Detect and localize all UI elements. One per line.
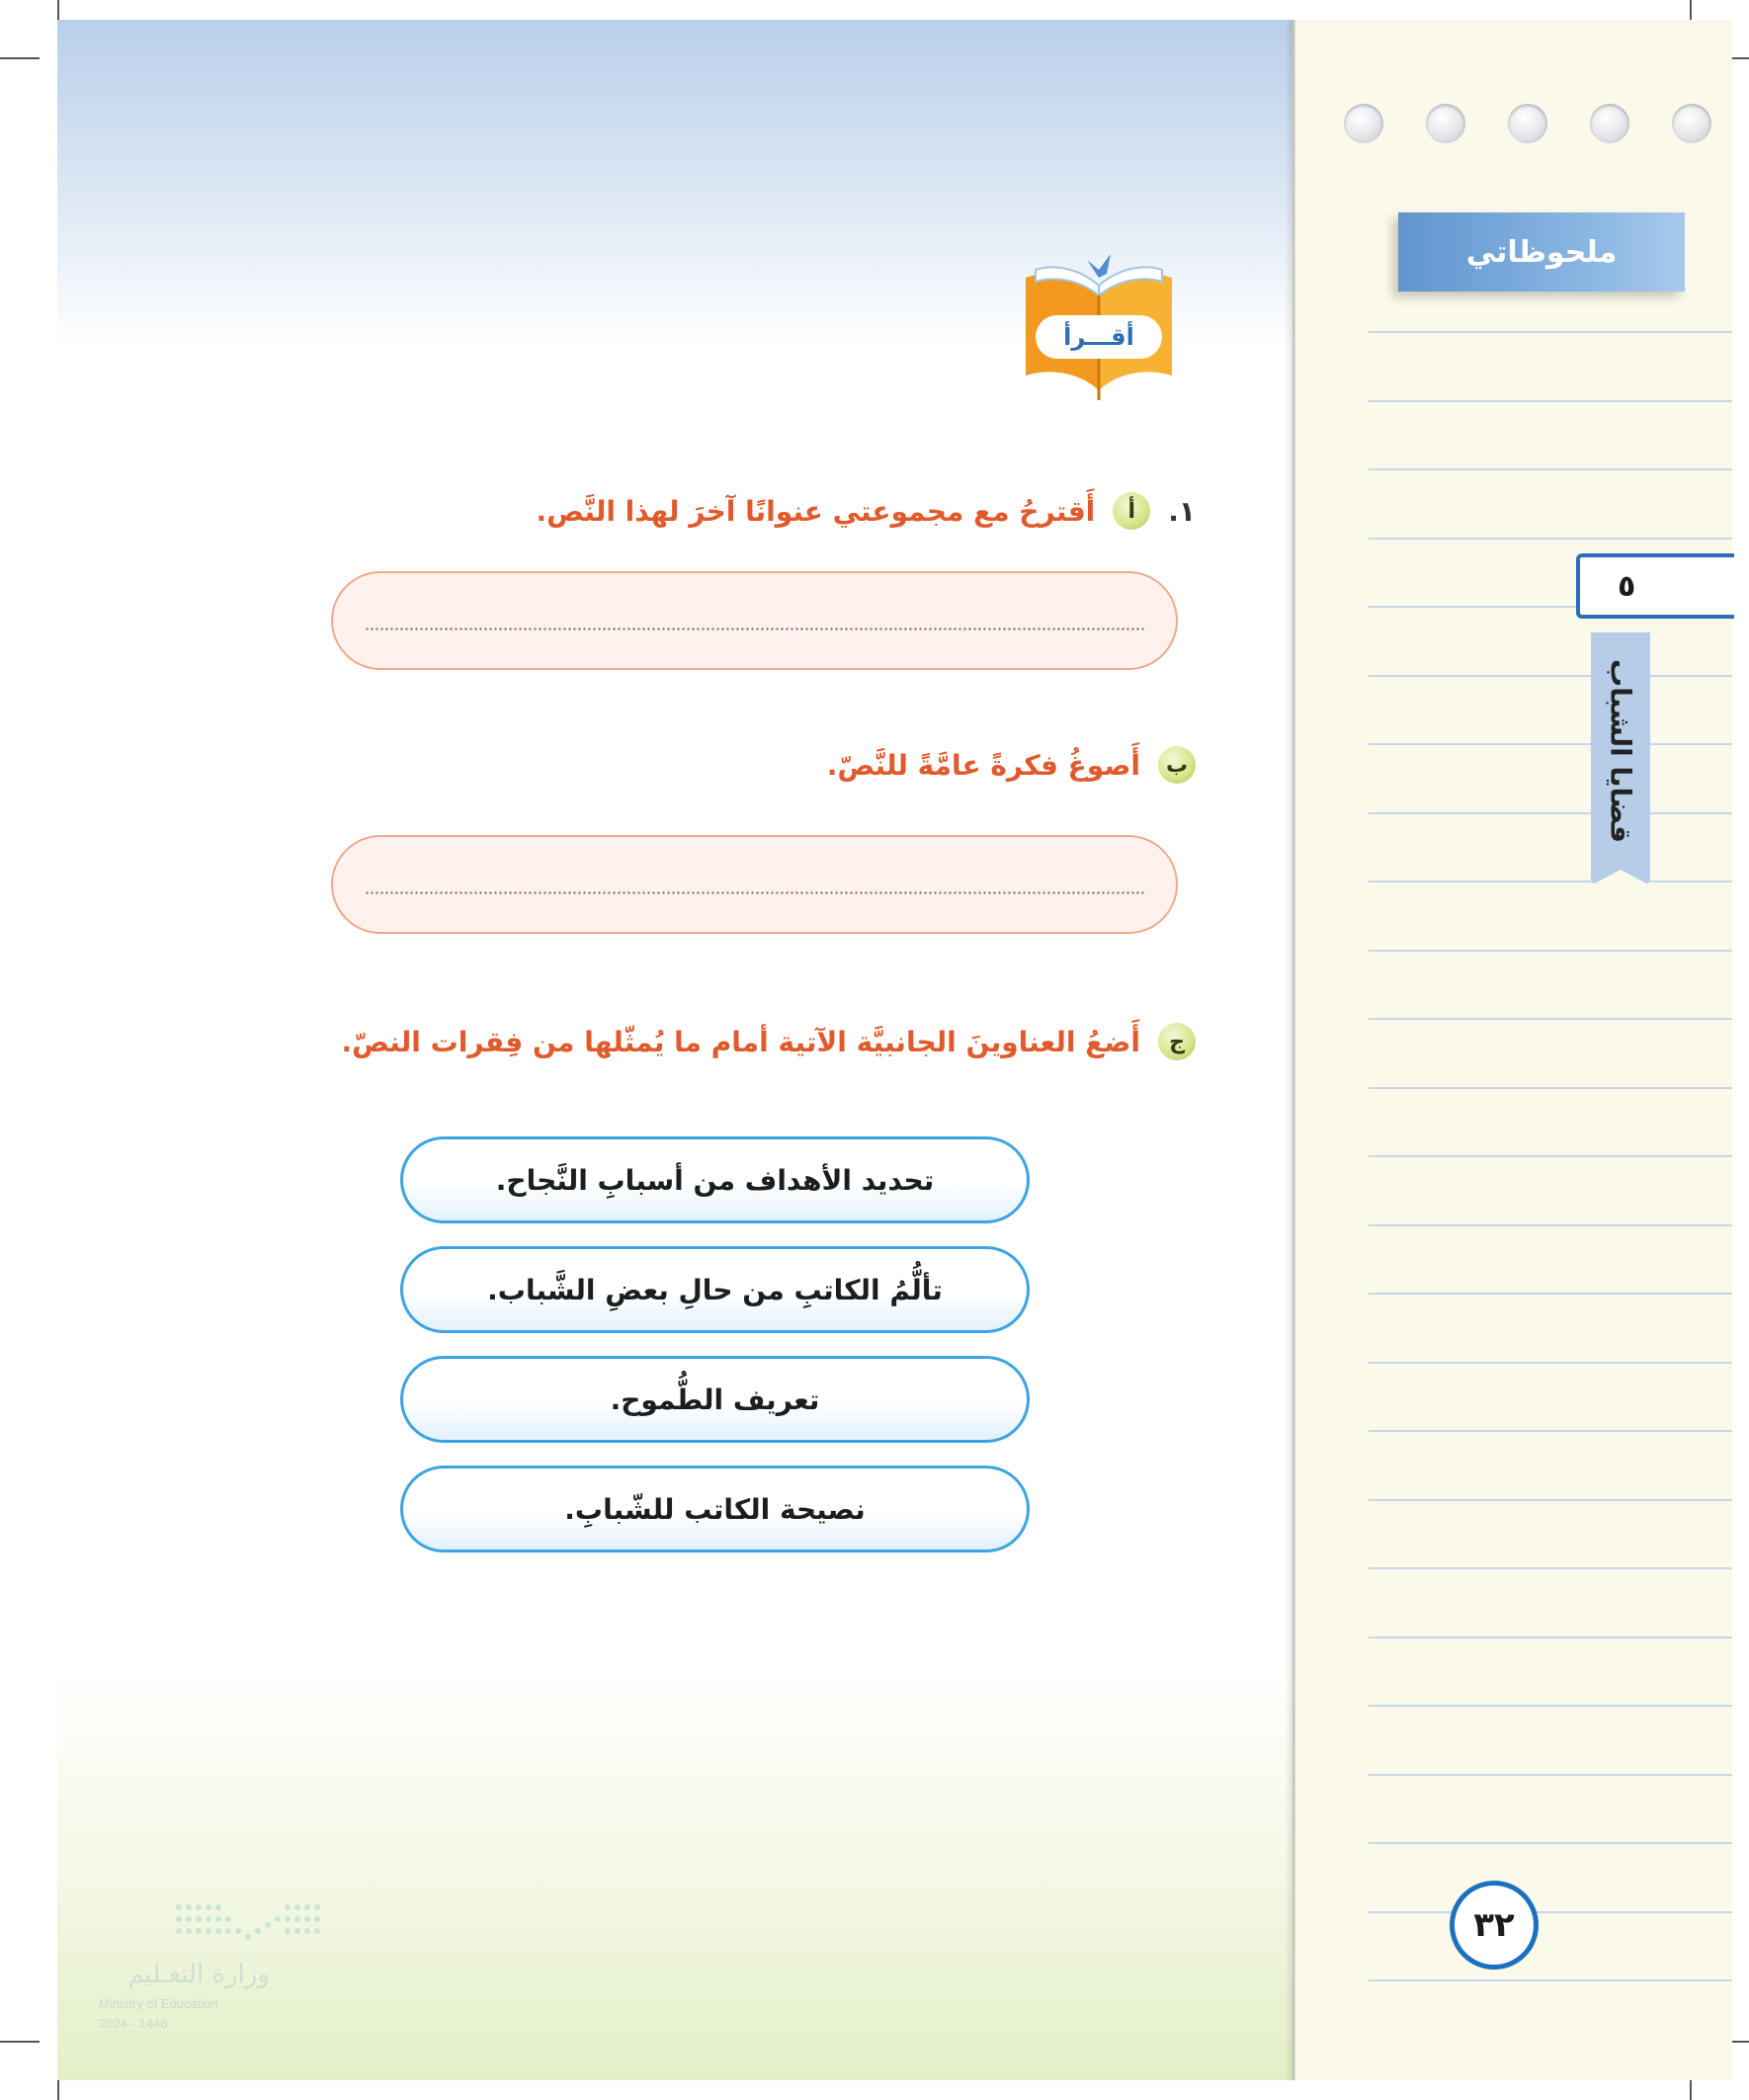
notes-rule-line: [1369, 1567, 1732, 1569]
question-badge-c: ج: [1158, 1023, 1196, 1060]
notes-rule-line: [1369, 1774, 1732, 1776]
heading-card-4[interactable]: نصيحة الكاتب للشّبابِ.: [400, 1466, 1030, 1553]
ministry-logo: [97, 1897, 334, 2046]
notes-rule-line: [1369, 1362, 1732, 1364]
notes-rule-line: [1369, 1430, 1732, 1432]
notes-rule-line: [1369, 675, 1732, 677]
notes-rule-line: [1369, 1499, 1732, 1501]
crop-mark: [0, 2041, 40, 2043]
notes-rule-line: [1369, 400, 1732, 402]
read-book-icon: [1018, 252, 1181, 410]
question-badge-b: ب: [1158, 746, 1196, 784]
page-number: ٣٢: [1450, 1881, 1539, 1970]
notes-rule-line: [1369, 743, 1732, 745]
binder-ring: [1426, 104, 1465, 143]
answer-field-b[interactable]: [331, 835, 1178, 934]
ministry-name-en: Ministry of Education: [99, 1996, 218, 2011]
unit-tab-notch: [1591, 870, 1650, 885]
notes-rule-line: [1369, 1087, 1732, 1089]
heading-card-2[interactable]: تألُّمُ الكاتبِ من حالِ بعضِ الشَّباب.: [400, 1246, 1030, 1333]
notes-rule-line: [1369, 950, 1732, 952]
answer-dotted-line: [365, 891, 1145, 894]
question-a: [537, 492, 1196, 530]
notes-rule-line: [1369, 1705, 1732, 1707]
notes-panel: [1292, 20, 1732, 2080]
ministry-year: 2024 - 1446: [99, 2016, 168, 2031]
read-label: أقـــرأ: [1063, 323, 1134, 351]
notes-rule-line: [1369, 1979, 1732, 1981]
notes-rule-line: [1369, 1293, 1732, 1295]
notes-rule-line: [1369, 468, 1732, 470]
question-b: [827, 746, 1196, 784]
question-text-c: أَضعُ العناوينَ الجانبيَّة الآتية أمام ما يُمثّلها من فِقرات النصّ.: [341, 1025, 1140, 1058]
notes-rule-line: [1369, 1911, 1732, 1913]
question-text-a: أَقترحُ مع مجموعتي عنوانًا آخرَ لهذا النَّص.: [536, 494, 1096, 528]
notes-rule-line: [1369, 1155, 1732, 1157]
notes-shadow: [1285, 20, 1294, 2080]
question-c: [341, 1023, 1196, 1060]
notes-rule-line: [1369, 881, 1732, 882]
answer-dotted-line: [365, 628, 1145, 630]
notes-rule-line: [1369, 1637, 1732, 1638]
answer-field-a[interactable]: [331, 571, 1178, 670]
question-text-b: أَصوغُ فكرةً عامَّةً للنَّصّ.: [826, 748, 1140, 782]
notes-rule-line: [1369, 538, 1732, 540]
notes-rule-line: [1369, 1018, 1732, 1020]
binder-ring: [1344, 104, 1383, 143]
notes-rule-line: [1369, 812, 1732, 814]
notes-rule-line: [1369, 1224, 1732, 1226]
unit-number: ٥: [1576, 553, 1734, 619]
binder-ring: [1672, 104, 1711, 143]
ministry-logo-dots: [171, 1897, 324, 1947]
notes-rule-line: [1369, 331, 1732, 333]
question-number: ١.: [1168, 494, 1196, 528]
unit-title: قضايا الشباب: [1604, 659, 1637, 843]
ministry-name-ar: وزارة التعـليم: [127, 1960, 270, 1989]
binder-ring: [1508, 104, 1547, 143]
heading-card-1[interactable]: تحديد الأهداف من أسبابِ النَّجاح.: [400, 1136, 1030, 1223]
notes-rule-line: [1369, 1842, 1732, 1844]
heading-card-3[interactable]: تعريف الطُّموح.: [400, 1356, 1030, 1443]
binder-ring: [1590, 104, 1629, 143]
question-badge-a: أ: [1113, 492, 1150, 530]
notes-title: ملحوظاتي: [1398, 212, 1685, 292]
crop-mark: [0, 57, 40, 59]
